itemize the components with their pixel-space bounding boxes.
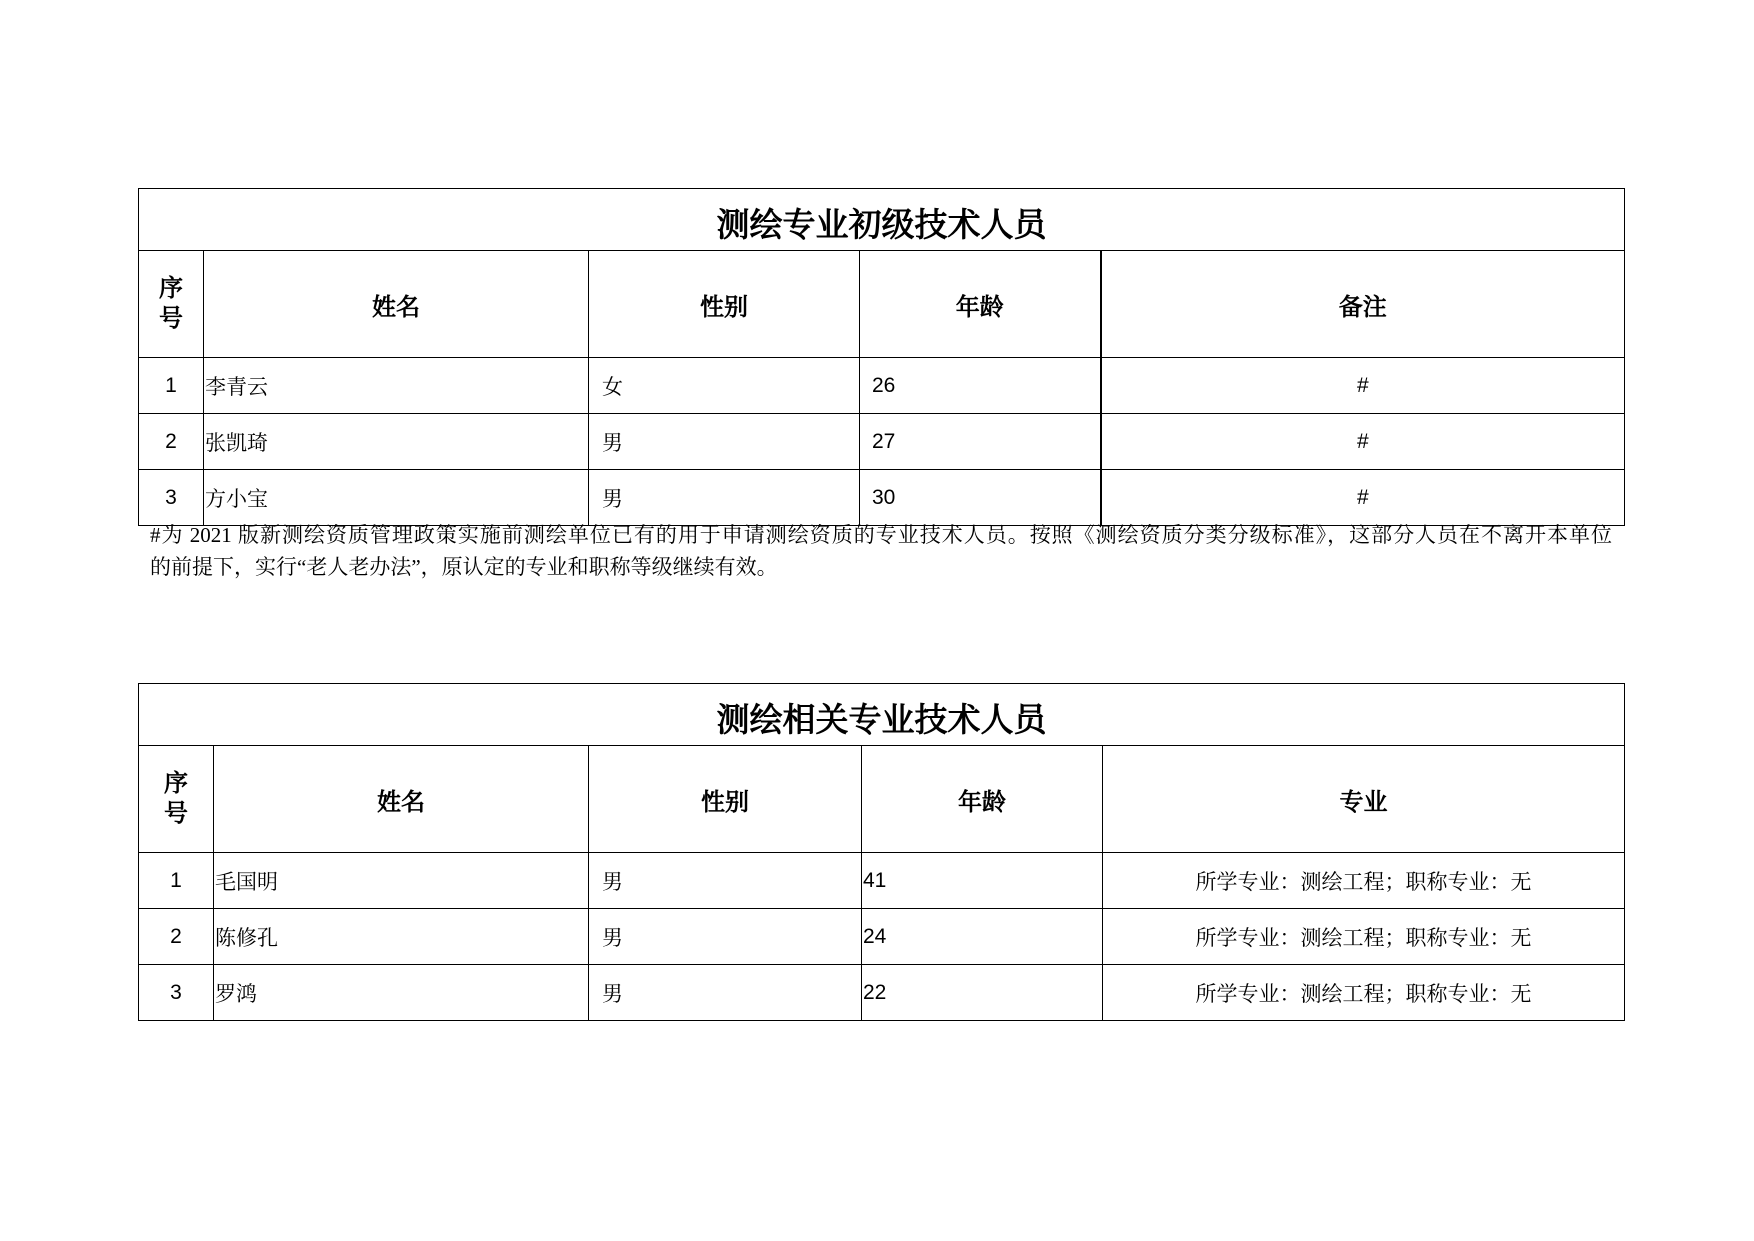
row-remark: # [1101,470,1625,526]
row-name: 陈修孔 [214,909,589,965]
row-age: 30 [860,470,1101,526]
row-gender: 男 [589,470,860,526]
table-row [139,965,1625,1021]
row-age: 22 [862,965,1103,1021]
table-row [139,414,1625,470]
header-name: 姓名 [204,251,589,358]
footnote-line-1: #为 2021 版新测绘资质管理政策实施前测绘单位已有的用于申请测绘资质的专业技术人员。按照《测绘资质分类分级标准》，这部分人员在不离开本单位 [150,523,1612,547]
row-name: 毛国明 [214,853,589,909]
header-major: 专业 [1103,746,1625,853]
row-age: 24 [862,909,1103,965]
header-gender: 性别 [589,746,862,853]
header-name: 姓名 [214,746,589,853]
row-age: 27 [860,414,1101,470]
table-title-row [139,189,1625,251]
row-age: 26 [860,358,1101,414]
table-row [139,358,1625,414]
footnote-line-2: 的前提下，实行“老人老办法”，原认定的专业和职称等级继续有效。 [150,555,778,579]
table-header-row [139,746,1625,853]
row-gender: 女 [589,358,860,414]
footnote [150,519,1612,583]
table-header-row [139,251,1625,358]
table-title: 测绘专业初级技术人员 [139,189,1625,251]
table-title-row [139,684,1625,746]
row-age: 41 [862,853,1103,909]
row-index: 2 [139,414,204,470]
row-major: 所学专业：测绘工程；职称专业：无 [1103,965,1625,1021]
row-major: 所学专业：测绘工程；职称专业：无 [1103,909,1625,965]
row-remark: # [1101,358,1625,414]
row-index: 1 [139,358,204,414]
row-name: 罗鸿 [214,965,589,1021]
header-remark: 备注 [1101,251,1625,358]
header-index-label: 序号 [164,770,188,827]
row-name: 张凯琦 [204,414,589,470]
row-name: 李青云 [204,358,589,414]
header-index [139,746,214,853]
header-age: 年龄 [862,746,1103,853]
row-gender: 男 [589,853,862,909]
row-major: 所学专业：测绘工程；职称专业：无 [1103,853,1625,909]
header-age: 年龄 [860,251,1101,358]
table-title: 测绘相关专业技术人员 [139,684,1625,746]
row-gender: 男 [589,414,860,470]
row-index: 3 [139,470,204,526]
related-technician-table [138,683,1625,1021]
row-index: 3 [139,965,214,1021]
header-index-label: 序号 [159,275,183,332]
row-index: 1 [139,853,214,909]
row-gender: 男 [589,909,862,965]
junior-technician-table [138,188,1625,526]
row-gender: 男 [589,965,862,1021]
row-index: 2 [139,909,214,965]
row-remark: # [1101,414,1625,470]
header-index [139,251,204,358]
header-gender: 性别 [589,251,860,358]
table-row [139,470,1625,526]
table-row [139,909,1625,965]
table-row [139,853,1625,909]
row-name: 方小宝 [204,470,589,526]
